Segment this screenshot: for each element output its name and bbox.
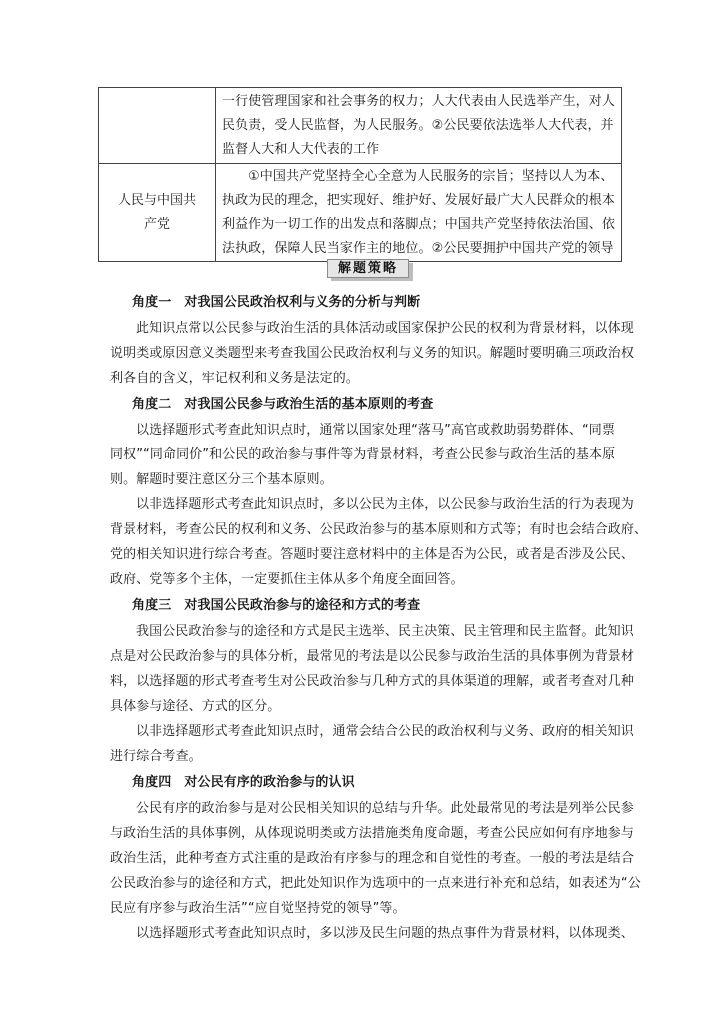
banner-label: 解题策略 (327, 259, 409, 278)
paragraph-line: 公民有序的政治参与是对公民相关知识的总结与升华。此处最常见的考法是列举公民参 (136, 801, 634, 816)
table-text-line: 法执政，保障人民当家作主的地位。②公民要拥护中国共产党的领导 (221, 240, 614, 256)
section-heading: 角度二 对我国公民参与政治生活的基本原则的考查 (132, 397, 434, 412)
knowledge-table (98, 87, 622, 262)
paragraph-line: 以选择题形式考查此知识点时，多以涉及民生问题的热点事件为背景材料，以体现类、 (136, 926, 634, 941)
paragraph-line: 点是对公民政治参与的具体分析，最常见的考法是以公民参与政治生活的具体事例为背景材 (110, 649, 635, 664)
paragraph-line: 政府、党等多个主体，一定要抓住主体从多个角度全面回答。 (110, 572, 464, 587)
table-text-line: 民负责，受人民监督，为人民服务。②公民要依法选举人大代表，并 (221, 117, 614, 133)
paragraph-line: 同权”“同命同价”和公民的政治参与事件等为背景材料，考查公民参与政治生活的基本原 (110, 447, 616, 462)
paragraph-line: 民应有序参与政治生活”“应自觉坚持党的领导”等。 (110, 901, 406, 916)
paragraph-line: 党的相关知识进行综合考查。答题时要注意材料中的主体是否为公民，或者是否涉及公民、 (110, 547, 635, 562)
table-text-line: ①中国共产党坚持全心全意为人民服务的宗旨；坚持以人为本、 (247, 168, 614, 184)
table-cell-content (215, 88, 621, 164)
paragraph-line: 具体参与途径、方式的区分。 (110, 699, 281, 714)
paragraph-line: 则。解题时要注意区分三个基本原则。 (110, 472, 333, 487)
table-text-line: 监督人大和人大代表的工作 (221, 141, 380, 157)
paragraph-line: 政治生活，此种考查方式注重的是政治有序参与的理念和自觉性的考查。一般的考法是结合 (110, 851, 635, 866)
paragraph-line: 公民政治参与的途径和方式，把此处知识作为选项中的一点来进行补充和总结，如表述为“公 (110, 876, 641, 891)
paragraph-line: 进行综合考查。 (110, 749, 202, 764)
section-heading: 角度三 对我国公民政治参与的途径和方式的考查 (132, 598, 421, 613)
table-row (99, 88, 622, 164)
paragraph-line: 利各自的含义，牢记权利和义务是法定的。 (110, 371, 359, 386)
table-row (99, 164, 622, 262)
paragraph-line: 以非选择题形式考查此知识点时，通常会结合公民的政治权利与义务、政府的相关知识 (136, 724, 634, 739)
paragraph-line: 与政治生活的具体事例，从体现说明类或方法措施类角度命题，考查公民应如何有序地参与 (110, 826, 635, 841)
paragraph-line: 以非选择题形式考查此知识点时，多以公民为主体，以公民参与政治生活的行为表现为 (136, 497, 634, 512)
paragraph-line: 料，以选择题的形式考查考生对公民政治参与几种方式的具体渠道的理解，或者考查对几种 (110, 674, 635, 689)
table-text-line: 执政为民的理念，把实现好、维护好、发展好最广大人民群众的根本 (221, 192, 615, 208)
table-row-title-line: 产党 (143, 216, 170, 232)
table-cell-content (215, 164, 621, 262)
paragraph-line: 说明类或原因意义类题型来考查我国公民政治权利与义务的知识。解题时要明确三项政治权 (110, 346, 635, 361)
table-text-line: 一行使管理国家和社会事务的权力；人大代表由人民选举产生，对人 (221, 93, 615, 109)
section-heading: 角度四 对公民有序的政治参与的认识 (132, 775, 355, 790)
section-heading: 角度一 对我国公民政治权利与义务的分析与判断 (132, 295, 421, 310)
paragraph-line: 背景材料，考查公民的权利和义务、公民政治参与的基本原则和方式等；有时也会结合政府、 (110, 522, 648, 537)
paragraph-line: 我国公民政治参与的途径和方式是民主选举、民主决策、民主管理和民主监督。此知识 (136, 624, 634, 639)
table-cell-empty (99, 88, 216, 164)
paragraph-line: 以选择题形式考查此知识点时，通常以国家处理“落马”高官或救助弱势群体、“同票 (136, 423, 616, 438)
table-row-title-line: 人民与中国共 (117, 192, 196, 208)
table-row-title (99, 164, 216, 262)
paragraph-line: 此知识点常以公民参与政治生活的具体活动或国家保护公民的权利为背景材料，以体现 (136, 321, 634, 336)
section-banner (327, 259, 413, 281)
table-text-line: 利益作为一切工作的出发点和落脚点；中国共产党坚持依法治国、依 (221, 216, 615, 232)
